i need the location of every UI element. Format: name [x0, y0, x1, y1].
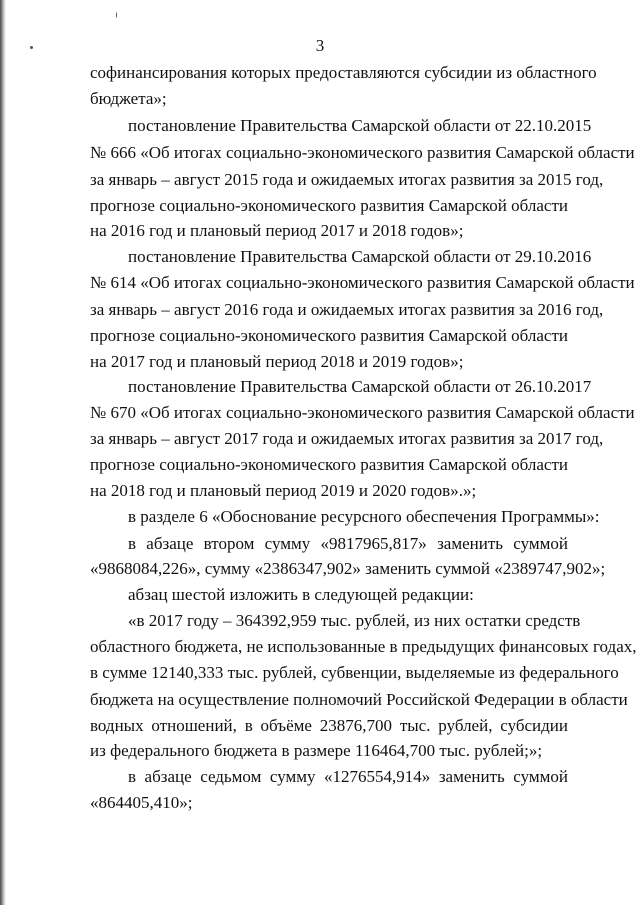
text-line: прогнозе социально-экономического развития Самарской области	[90, 455, 568, 474]
text-line: абзац шестой изложить в следующей редакции:	[128, 585, 474, 604]
text-line: из федерального бюджета в размере 116464,700 тыс. рублей;»;	[90, 741, 543, 760]
text-line: № 670 «Об итогах социально-экономического развития Самарской области	[90, 403, 635, 422]
text-line: прогнозе социально-экономического развития Самарской области	[90, 196, 568, 215]
text-line: постановление Правительства Самарской области от 22.10.2015	[128, 116, 592, 135]
text-line: в разделе 6 «Обоснование ресурсного обеспечения Программы»:	[128, 507, 600, 526]
text-line: № 614 «Об итогах социально-экономического развития Самарской области	[90, 273, 635, 292]
scan-edge	[0, 0, 6, 905]
scan-speck	[116, 12, 117, 18]
text-line: в абзаце втором сумму «9817965,817» заменить суммой	[128, 534, 568, 553]
text-line: «в 2017 году – 364392,959 тыс. рублей, из них остатки средств	[128, 611, 581, 630]
text-line: областного бюджета, не использованные в предыдущих финансовых годах,	[90, 637, 637, 656]
text-line: постановление Правительства Самарской области от 29.10.2016	[128, 247, 592, 266]
page-number: 3	[315, 36, 325, 55]
text-line: на 2016 год и плановый период 2017 и 2018 годов»;	[90, 221, 464, 240]
text-line: в сумме 12140,333 тыс. рублей, субвенции, выделяемые из федерального	[90, 663, 619, 682]
text-line: бюджета на осуществление полномочий Российской Федерации в области	[90, 690, 628, 709]
text-line: за январь – август 2016 года и ожидаемых итогах развития за 2016 год,	[90, 300, 604, 319]
text-line: № 666 «Об итогах социально-экономического развития Самарской области	[90, 143, 635, 162]
text-line: прогнозе социально-экономического развития Самарской области	[90, 326, 568, 345]
text-line: софинансирования которых предоставляются субсидии из областного	[90, 63, 597, 82]
text-line: в абзаце седьмом сумму «1276554,914» заменить суммой	[128, 767, 568, 786]
text-line: за январь – август 2017 года и ожидаемых итогах развития за 2017 год,	[90, 429, 604, 448]
text-line: за январь – август 2015 года и ожидаемых итогах развития за 2015 год,	[90, 170, 604, 189]
text-line: на 2018 год и плановый период 2019 и 2020 годов».»;	[90, 481, 477, 500]
text-line: на 2017 год и плановый период 2018 и 2019 годов»;	[90, 352, 464, 371]
text-line: «864405,410»;	[90, 793, 193, 812]
text-line: «9868084,226», сумму «2386347,902» заменить суммой «2389747,902»;	[90, 559, 606, 578]
text-line: постановление Правительства Самарской области от 26.10.2017	[128, 377, 592, 396]
text-line: бюджета»;	[90, 89, 167, 108]
text-line: водных отношений, в объёме 23876,700 тыс. рублей, субсидии	[90, 716, 568, 735]
